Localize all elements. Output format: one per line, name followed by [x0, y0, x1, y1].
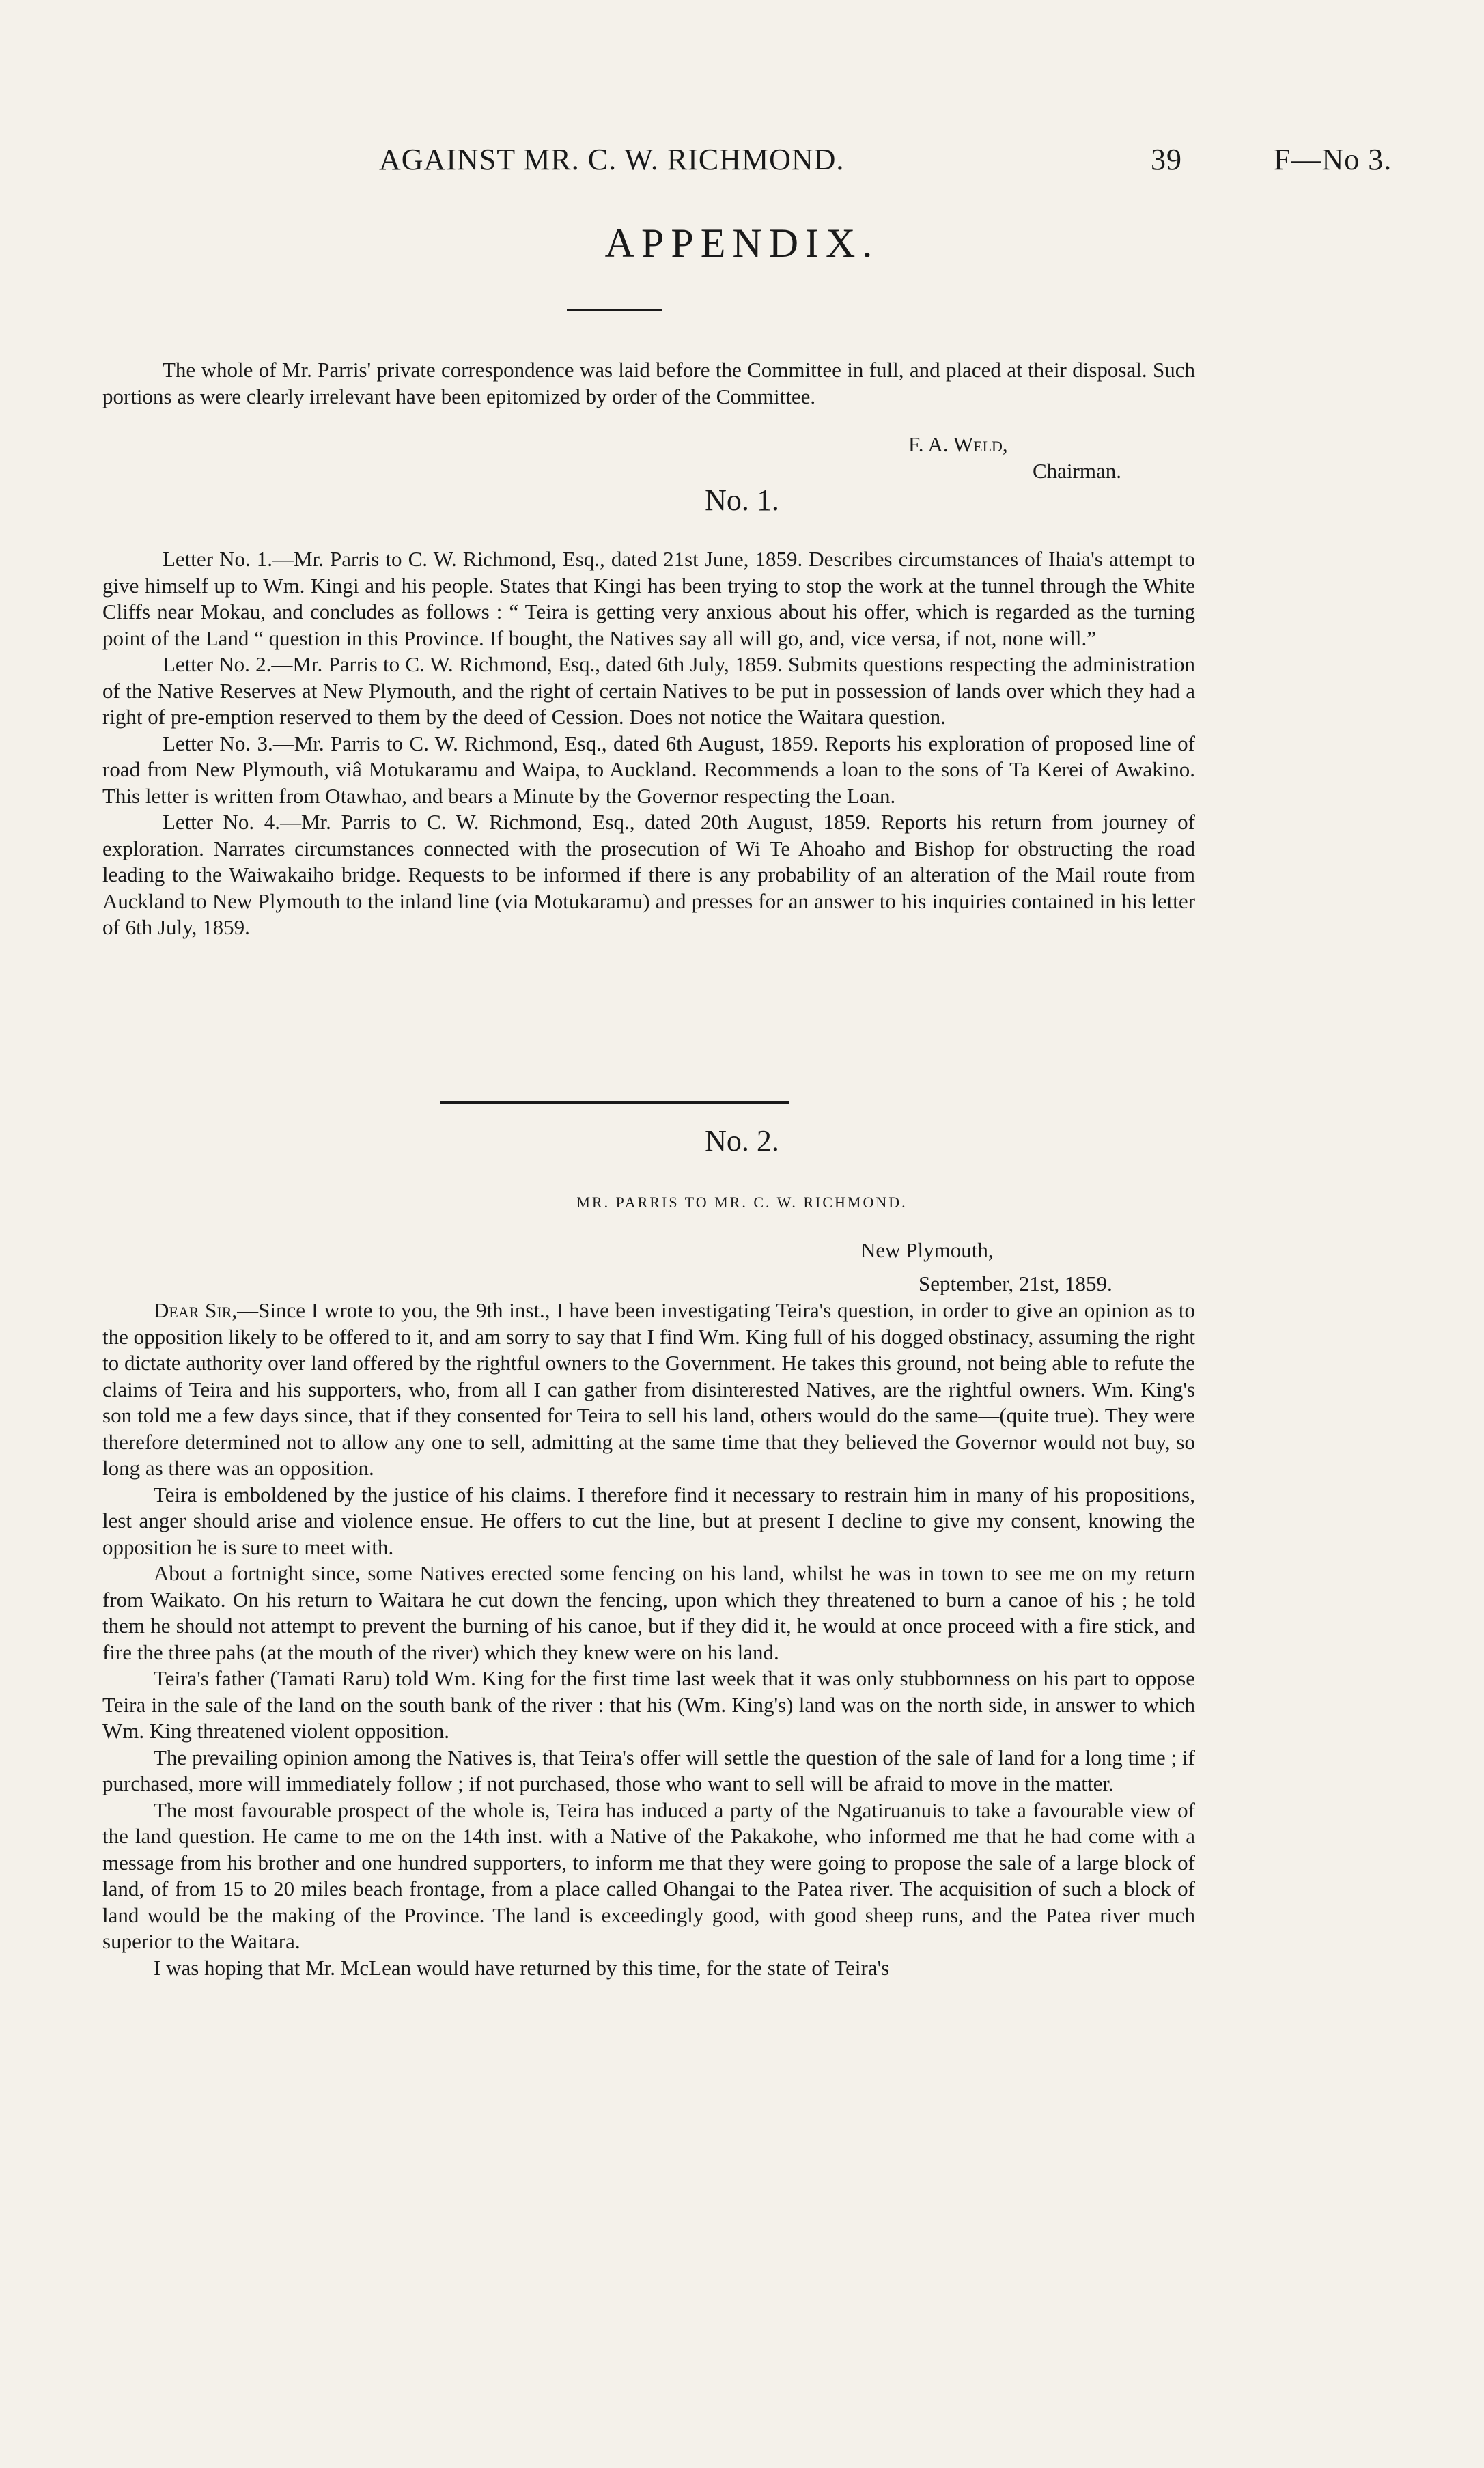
appendix-title: APPENDIX.	[604, 221, 880, 266]
letter-paragraph-1-text: —Since I wrote to you, the 9th inst., I have been investigating Teira's question, in order to give an opinion as to the opposition likely to be offered to it, and am sorry to say that I find Wm. King full of his dogged obstinacy, assuming the right to dictate authority over land offered by the rightful owners to the Government. He takes this ground, not being able to refute the claims of Teira and his supporters, who, from all I can gather from disinterested Natives, are the rightful owners. Wm. King's son told me a few days since, that if they consented for Teira to sell his land, others would do the same—(quite true). They were therefore determined not to allow any one to sell, admitting at the same time that they believed the Governor would not buy, so long as there was an opposition.	[102, 1298, 1195, 1480]
letter-body	[102, 1298, 1195, 1981]
letter-paragraph-1	[102, 1298, 1195, 1482]
intro-paragraph: The whole of Mr. Parris' private correspondence was laid before the Committee in full, and placed at their disposal. Such portions as were clearly irrelevant have been epitomized by order of the Committee.	[102, 358, 1195, 408]
running-title: AGAINST MR. C. W. RICHMOND.	[379, 143, 845, 176]
letter-paragraph-2: Teira is emboldened by the justice of his claims. I therefore find it necessary to restrain him in many of his propositions, lest anger should arise and violence ensue. He offers to cut the line, but at present I decline to give my consent, knowing the opposition he is sure to meet with.	[102, 1482, 1195, 1559]
section-rule	[440, 1101, 789, 1104]
section-2-heading: No. 2.	[705, 1124, 779, 1158]
letter-summary-3: Letter No. 3.—Mr. Parris to C. W. Richmond, Esq., dated 6th August, 1859. Reports his exploration of proposed line of road from New Plymouth, viâ Motukaramu and Waipa, to Auckland. Recommends a loan to the sons of Ta Kerei of Awakino. This letter is written from Otawhao, and bears a Minute by the Governor respecting the Loan.	[102, 731, 1195, 808]
letter-summary-4: Letter No. 4.—Mr. Parris to C. W. Richmond, Esq., dated 20th August, 1859. Reports his return from journey of exploration. Narrates circumstances connected with the prosecution of Wi Te Ahoaho and Bishop for obstructing the road leading to the Waiwakaiho bridge. Requests to be informed if there is any probability of an alteration of the Mail route from Auckland to New Plymouth to the inland line (via Motukaramu) and presses for an answer to his inquiries contained in his letter of 6th July, 1859.	[102, 810, 1195, 939]
letter-paragraph-3: About a fortnight since, some Natives erected some fencing on his land, whilst he was in town to see me on my return from Waikato. On his return to Waitara he cut down the fencing, upon which they threatened to burn a canoe of his ; he told them he should not attempt to prevent the burning of his canoe, but if they did it, he would at once proceed with a fire stick, and fire the three pahs (at the mouth of the river) which they knew were on his land.	[102, 1561, 1195, 1664]
section-1-heading: No. 1.	[705, 483, 779, 517]
letter-paragraph-6: The most favourable prospect of the whole is, Teira has induced a party of the Ngatiruanuis to take a favourable view of the land question. He came to me on the 14th inst. with a Native of the Pakakohe, who informed me that he had come with a message from his brother and one hundred supporters, to inform me that they were going to propose the sale of a large block of land, of from 15 to 20 miles beach frontage, from a place called Ohangai to the Patea river. The acquisition of such a block of land would be the making of the Province. The land is exceedingly good, with good sheep runs, and the Patea river much superior to the Waitara.	[102, 1797, 1195, 1953]
letters-summary	[102, 546, 1195, 941]
letter-summary-2: Letter No. 2.—Mr. Parris to C. W. Richmond, Esq., dated 6th July, 1859. Submits questions respecting the administration of the Native Reserves at New Plymouth, and the right of certain Natives to be put in possession of lands over which they had a right of pre-emption reserved to them by the deed of Cession. Does not notice the Waitara question.	[102, 652, 1195, 729]
letter-subheading: MR. PARRIS TO MR. C. W. RICHMOND.	[576, 1194, 908, 1211]
letter-paragraph-5: The prevailing opinion among the Natives is, that Teira's offer will settle the question of the sale of land for a long time ; if purchased, more will immediately follow ; if not purchased, those who want to sell will be afraid to move in the matter.	[102, 1745, 1195, 1795]
address-line-2: September, 21st, 1859.	[919, 1272, 1112, 1295]
salutation: Dear Sir,	[154, 1298, 238, 1322]
running-header	[379, 142, 1451, 190]
document-reference: F—No 3.	[1274, 143, 1392, 176]
signature-name: F. A. Weld,	[908, 432, 1008, 456]
letter-summary-1: Letter No. 1.—Mr. Parris to C. W. Richmond, Esq., dated 21st June, 1859. Describes circumstances of Ihaia's attempt to give himself up to Wm. Kingi and his people. States that Kingi has been trying to stop the work at the tunnel through the White Cliffs near Mokau, and concludes as follows : “ Teira is getting very anxious about his offer, which is regarded as the turning point of the Land “ question in this Province. If bought, the Natives say all will go, and, vice versa, if not, none will.”	[102, 547, 1195, 650]
address-line-1: New Plymouth,	[860, 1238, 994, 1262]
page-number: 39	[1151, 143, 1182, 176]
title-rule	[567, 309, 662, 311]
signature-title: Chairman.	[1033, 459, 1121, 483]
letter-paragraph-7: I was hoping that Mr. McLean would have returned by this time, for the state of Teira's	[154, 1955, 890, 1980]
letter-paragraph-4: Teira's father (Tamati Raru) told Wm. King for the first time last week that it was only stubbornness on his part to oppose Teira in the sale of the land on the south bank of the river : that his (Wm. King's) land was on the north side, in answer to which Wm. King threatened violent opposition.	[102, 1666, 1195, 1743]
